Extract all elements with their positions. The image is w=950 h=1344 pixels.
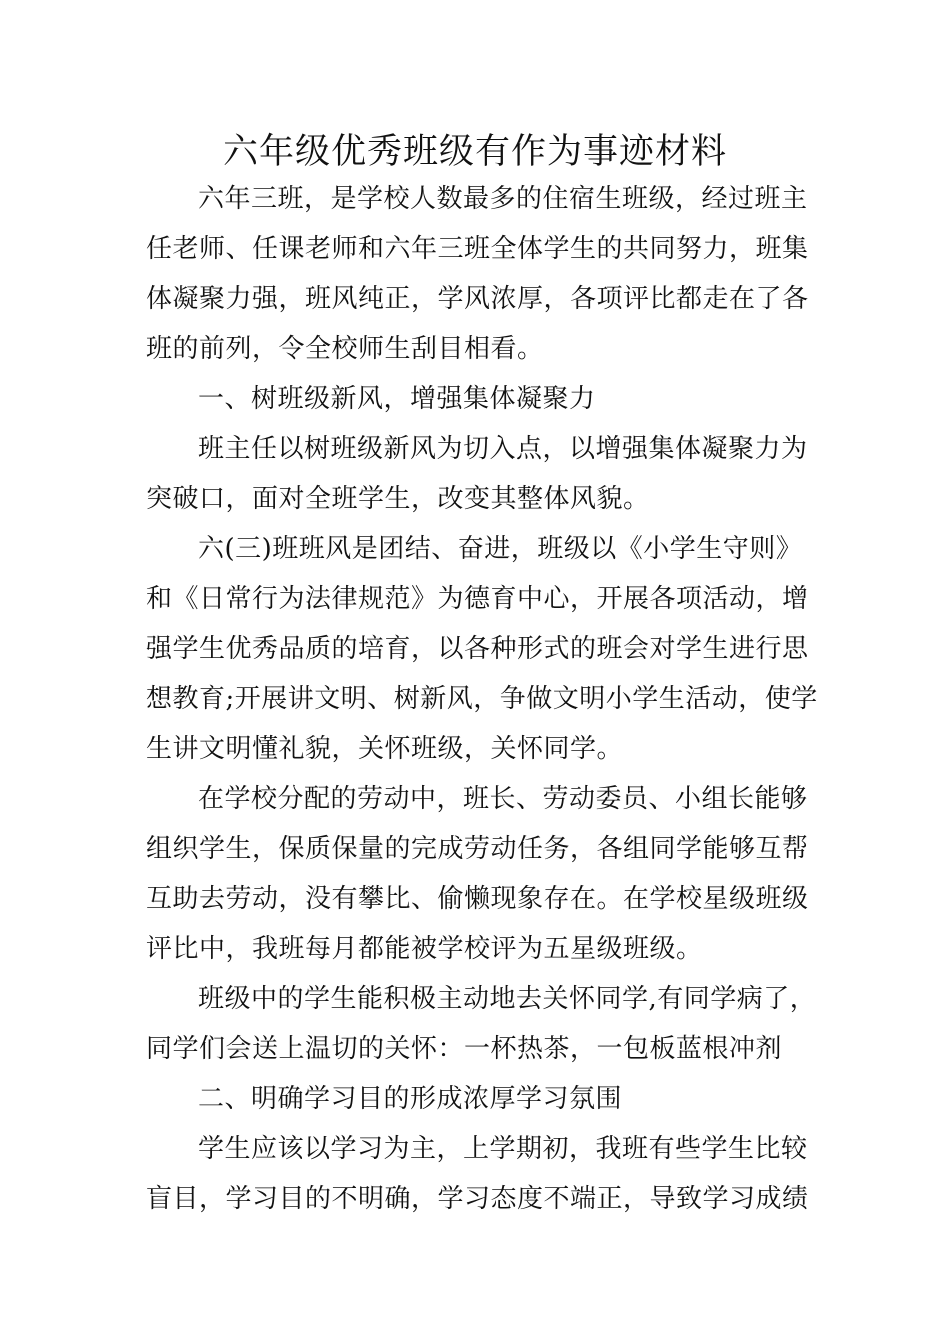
paragraph-line: 评比中，我班每月都能被学校评为五星级班级。	[146, 934, 703, 964]
document-title: 六年级优秀班级有作为事迹材料	[222, 132, 727, 172]
paragraph-line: 学生应该以学习为主，上学期初，我班有些学生比较	[198, 1134, 808, 1164]
paragraph-line: 强学生优秀品质的培育，以各种形式的班会对学生进行思	[146, 634, 809, 664]
paragraph-line: 突破口，面对全班学生，改变其整体风貌。	[146, 484, 650, 514]
paragraph-line: 在学校分配的劳动中，班长、劳动委员、小组长能够	[198, 784, 808, 814]
section-heading: 二、明确学习目的形成浓厚学习氛围	[198, 1084, 623, 1114]
section-heading: 一、树班级新风，增强集体凝聚力	[198, 384, 596, 414]
paragraph-line: 任老师、任课老师和六年三班全体学生的共同努力，班集	[146, 234, 809, 264]
paragraph-line: 同学们会送上温切的关怀：一杯热茶，一包板蓝根冲剂	[146, 1034, 783, 1064]
paragraph-line: 和《日常行为法律规范》为德育中心，开展各项活动，增	[146, 584, 809, 614]
paragraph-line: 体凝聚力强，班风纯正，学风浓厚，各项评比都走在了各	[146, 284, 809, 314]
paragraph-line: 班级中的学生能积极主动地去关怀同学,有同学病了，	[198, 984, 817, 1014]
paragraph-line: 六(三)班班风是团结、奋进，班级以《小学生守则》	[198, 534, 803, 564]
paragraph-line: 想教育;开展讲文明、树新风，争做文明小学生活动，使学	[146, 684, 818, 714]
paragraph-line: 班的前列，令全校师生刮目相看。	[146, 334, 544, 364]
paragraph-line: 班主任以树班级新风为切入点，以增强集体凝聚力为	[198, 434, 808, 464]
paragraph-line: 互助去劳动，没有攀比、偷懒现象存在。在学校星级班级	[146, 884, 809, 914]
paragraph-line: 组织学生，保质保量的完成劳动任务，各组同学能够互帮	[146, 834, 809, 864]
paragraph-line: 六年三班，是学校人数最多的住宿生班级，经过班主	[198, 184, 808, 214]
paragraph-line: 盲目，学习目的不明确，学习态度不端正，导致学习成绩	[146, 1184, 809, 1214]
paragraph-line: 生讲文明懂礼貌，关怀班级，关怀同学。	[146, 734, 624, 764]
